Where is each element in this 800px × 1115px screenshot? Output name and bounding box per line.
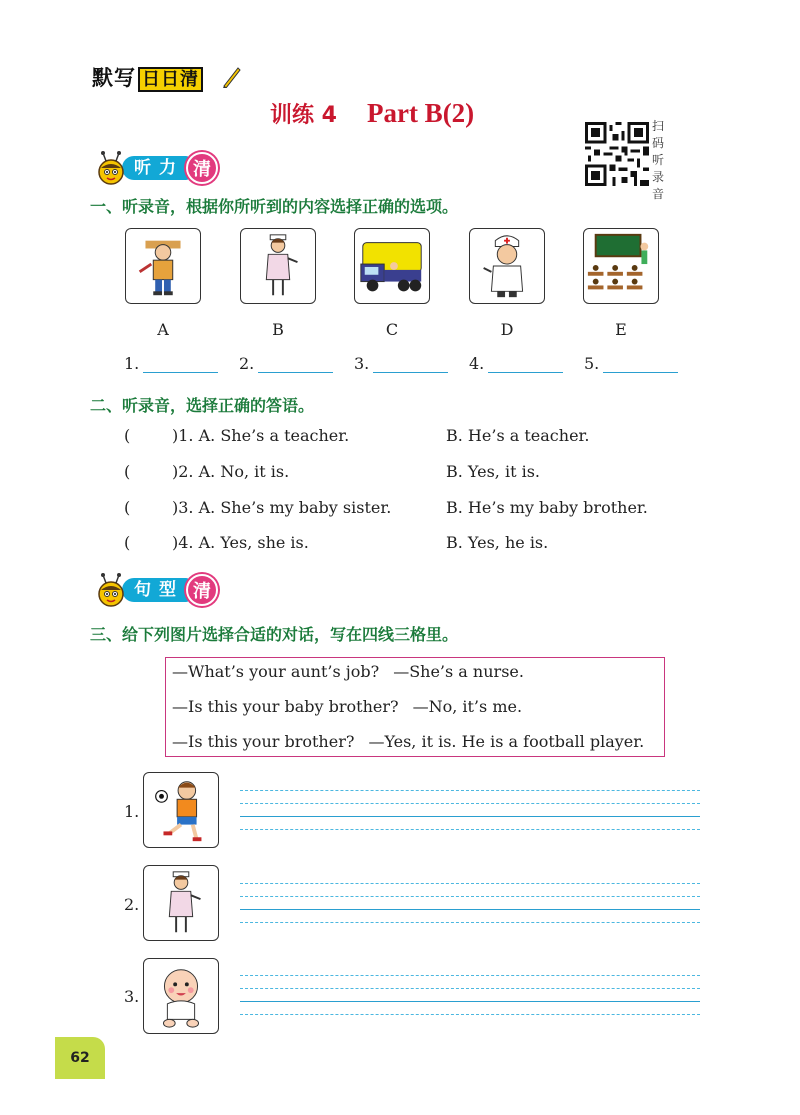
answer-blank[interactable] xyxy=(373,357,448,373)
blank-number: 1. xyxy=(124,354,140,373)
option-a: A. Yes, she is. xyxy=(198,533,309,552)
section-badge-label: 句型 xyxy=(122,578,190,602)
answer-blanks-row xyxy=(124,354,699,373)
question-row xyxy=(124,533,549,552)
blank-number: 5. xyxy=(584,354,600,373)
item-number: )3. xyxy=(172,498,194,517)
bee-icon xyxy=(92,572,132,612)
question-2-heading: 二、听录音，选择正确的答语。 xyxy=(90,396,315,415)
answer-blank[interactable] xyxy=(488,357,563,373)
option-b: B. Yes, he is. xyxy=(446,533,549,552)
picture-e xyxy=(583,228,659,304)
question-1-heading: 一、听录音，根据你所听到的内容选择正确的选项。 xyxy=(90,197,459,216)
answer-blank[interactable] xyxy=(143,357,218,373)
blank-number: 2. xyxy=(239,354,255,373)
picture-c xyxy=(354,228,430,304)
item-number: )4. xyxy=(172,533,194,552)
answer-paren[interactable]: ( xyxy=(124,462,131,481)
picture-b xyxy=(240,228,316,304)
qr-code-icon[interactable] xyxy=(585,122,649,186)
question-3-heading: 三、给下列图片选择合适的对话，写在四线三格里。 xyxy=(90,625,459,644)
writing-number: 3. xyxy=(124,987,140,1006)
question-row xyxy=(124,426,590,445)
lesson-label: 训练 4 xyxy=(270,103,337,128)
pen-icon xyxy=(220,64,242,88)
qr-label: 扫码听录音 xyxy=(652,119,665,201)
nurse-icon xyxy=(241,229,315,303)
writing-number: 1. xyxy=(124,802,140,821)
writing-lines[interactable] xyxy=(240,790,700,834)
picture-letter: D xyxy=(500,320,514,339)
dialog-reply: —Yes, it is. He is a football player. xyxy=(368,732,645,751)
writing-lines[interactable] xyxy=(240,975,700,1019)
picture-letter: E xyxy=(615,320,627,339)
option-a: A. No, it is. xyxy=(198,462,290,481)
dialog-line xyxy=(172,662,524,681)
football-player-icon xyxy=(144,773,218,847)
writing-picture-1 xyxy=(143,772,219,848)
answer-blank[interactable] xyxy=(603,357,678,373)
truck-driver-icon xyxy=(355,229,429,303)
writing-lines[interactable] xyxy=(240,883,700,927)
picture-letter: A xyxy=(157,320,169,339)
option-a: A. She’s a teacher. xyxy=(198,426,350,445)
option-b: B. Yes, it is. xyxy=(446,462,540,481)
brand-title-prefix: 默写 xyxy=(92,66,136,90)
picture-d xyxy=(469,228,545,304)
question-row xyxy=(124,462,540,481)
section-badge-mark: 清 xyxy=(186,152,218,184)
section-badge-mark: 清 xyxy=(186,574,218,606)
dialog-options-box xyxy=(165,657,665,757)
dialog-line xyxy=(172,697,522,716)
brand-logo xyxy=(88,62,248,96)
blank-number: 4. xyxy=(469,354,485,373)
part-label: Part B(2) xyxy=(366,98,475,128)
section-badge-listening xyxy=(92,150,222,186)
blank-number: 3. xyxy=(354,354,370,373)
dialog-ask: —What’s your aunt’s job? xyxy=(172,662,380,681)
answer-paren[interactable]: ( xyxy=(124,426,131,445)
nurse-icon xyxy=(144,866,218,940)
dialog-reply: —She’s a nurse. xyxy=(393,662,524,681)
writing-number: 2. xyxy=(124,895,140,914)
baby-icon xyxy=(144,959,218,1033)
page-title xyxy=(270,98,474,129)
section-badge-sentences xyxy=(92,572,222,608)
picture-letter: C xyxy=(385,320,399,339)
page-number: 62 xyxy=(55,1037,105,1079)
picture-letter: B xyxy=(272,320,284,339)
answer-paren[interactable]: ( xyxy=(124,533,131,552)
bee-icon xyxy=(92,150,132,190)
painter-icon xyxy=(126,229,200,303)
item-number: )2. xyxy=(172,462,194,481)
dialog-line xyxy=(172,732,644,751)
section-badge-label: 听力 xyxy=(122,156,190,180)
dialog-reply: —No, it’s me. xyxy=(412,697,523,716)
doctor-icon xyxy=(470,229,544,303)
option-b: B. He’s my baby brother. xyxy=(446,498,648,517)
item-number: )1. xyxy=(172,426,194,445)
question-row xyxy=(124,498,648,517)
dialog-ask: —Is this your baby brother? xyxy=(172,697,399,716)
writing-picture-2 xyxy=(143,865,219,941)
option-a: A. She’s my baby sister. xyxy=(198,498,392,517)
answer-paren[interactable]: ( xyxy=(124,498,131,517)
answer-blank[interactable] xyxy=(258,357,333,373)
picture-a xyxy=(125,228,201,304)
dialog-ask: —Is this your brother? xyxy=(172,732,355,751)
writing-picture-3 xyxy=(143,958,219,1034)
brand-title-highlight: 日日清 xyxy=(138,67,203,92)
classroom-teacher-icon xyxy=(584,229,658,303)
option-b: B. He’s a teacher. xyxy=(446,426,590,445)
